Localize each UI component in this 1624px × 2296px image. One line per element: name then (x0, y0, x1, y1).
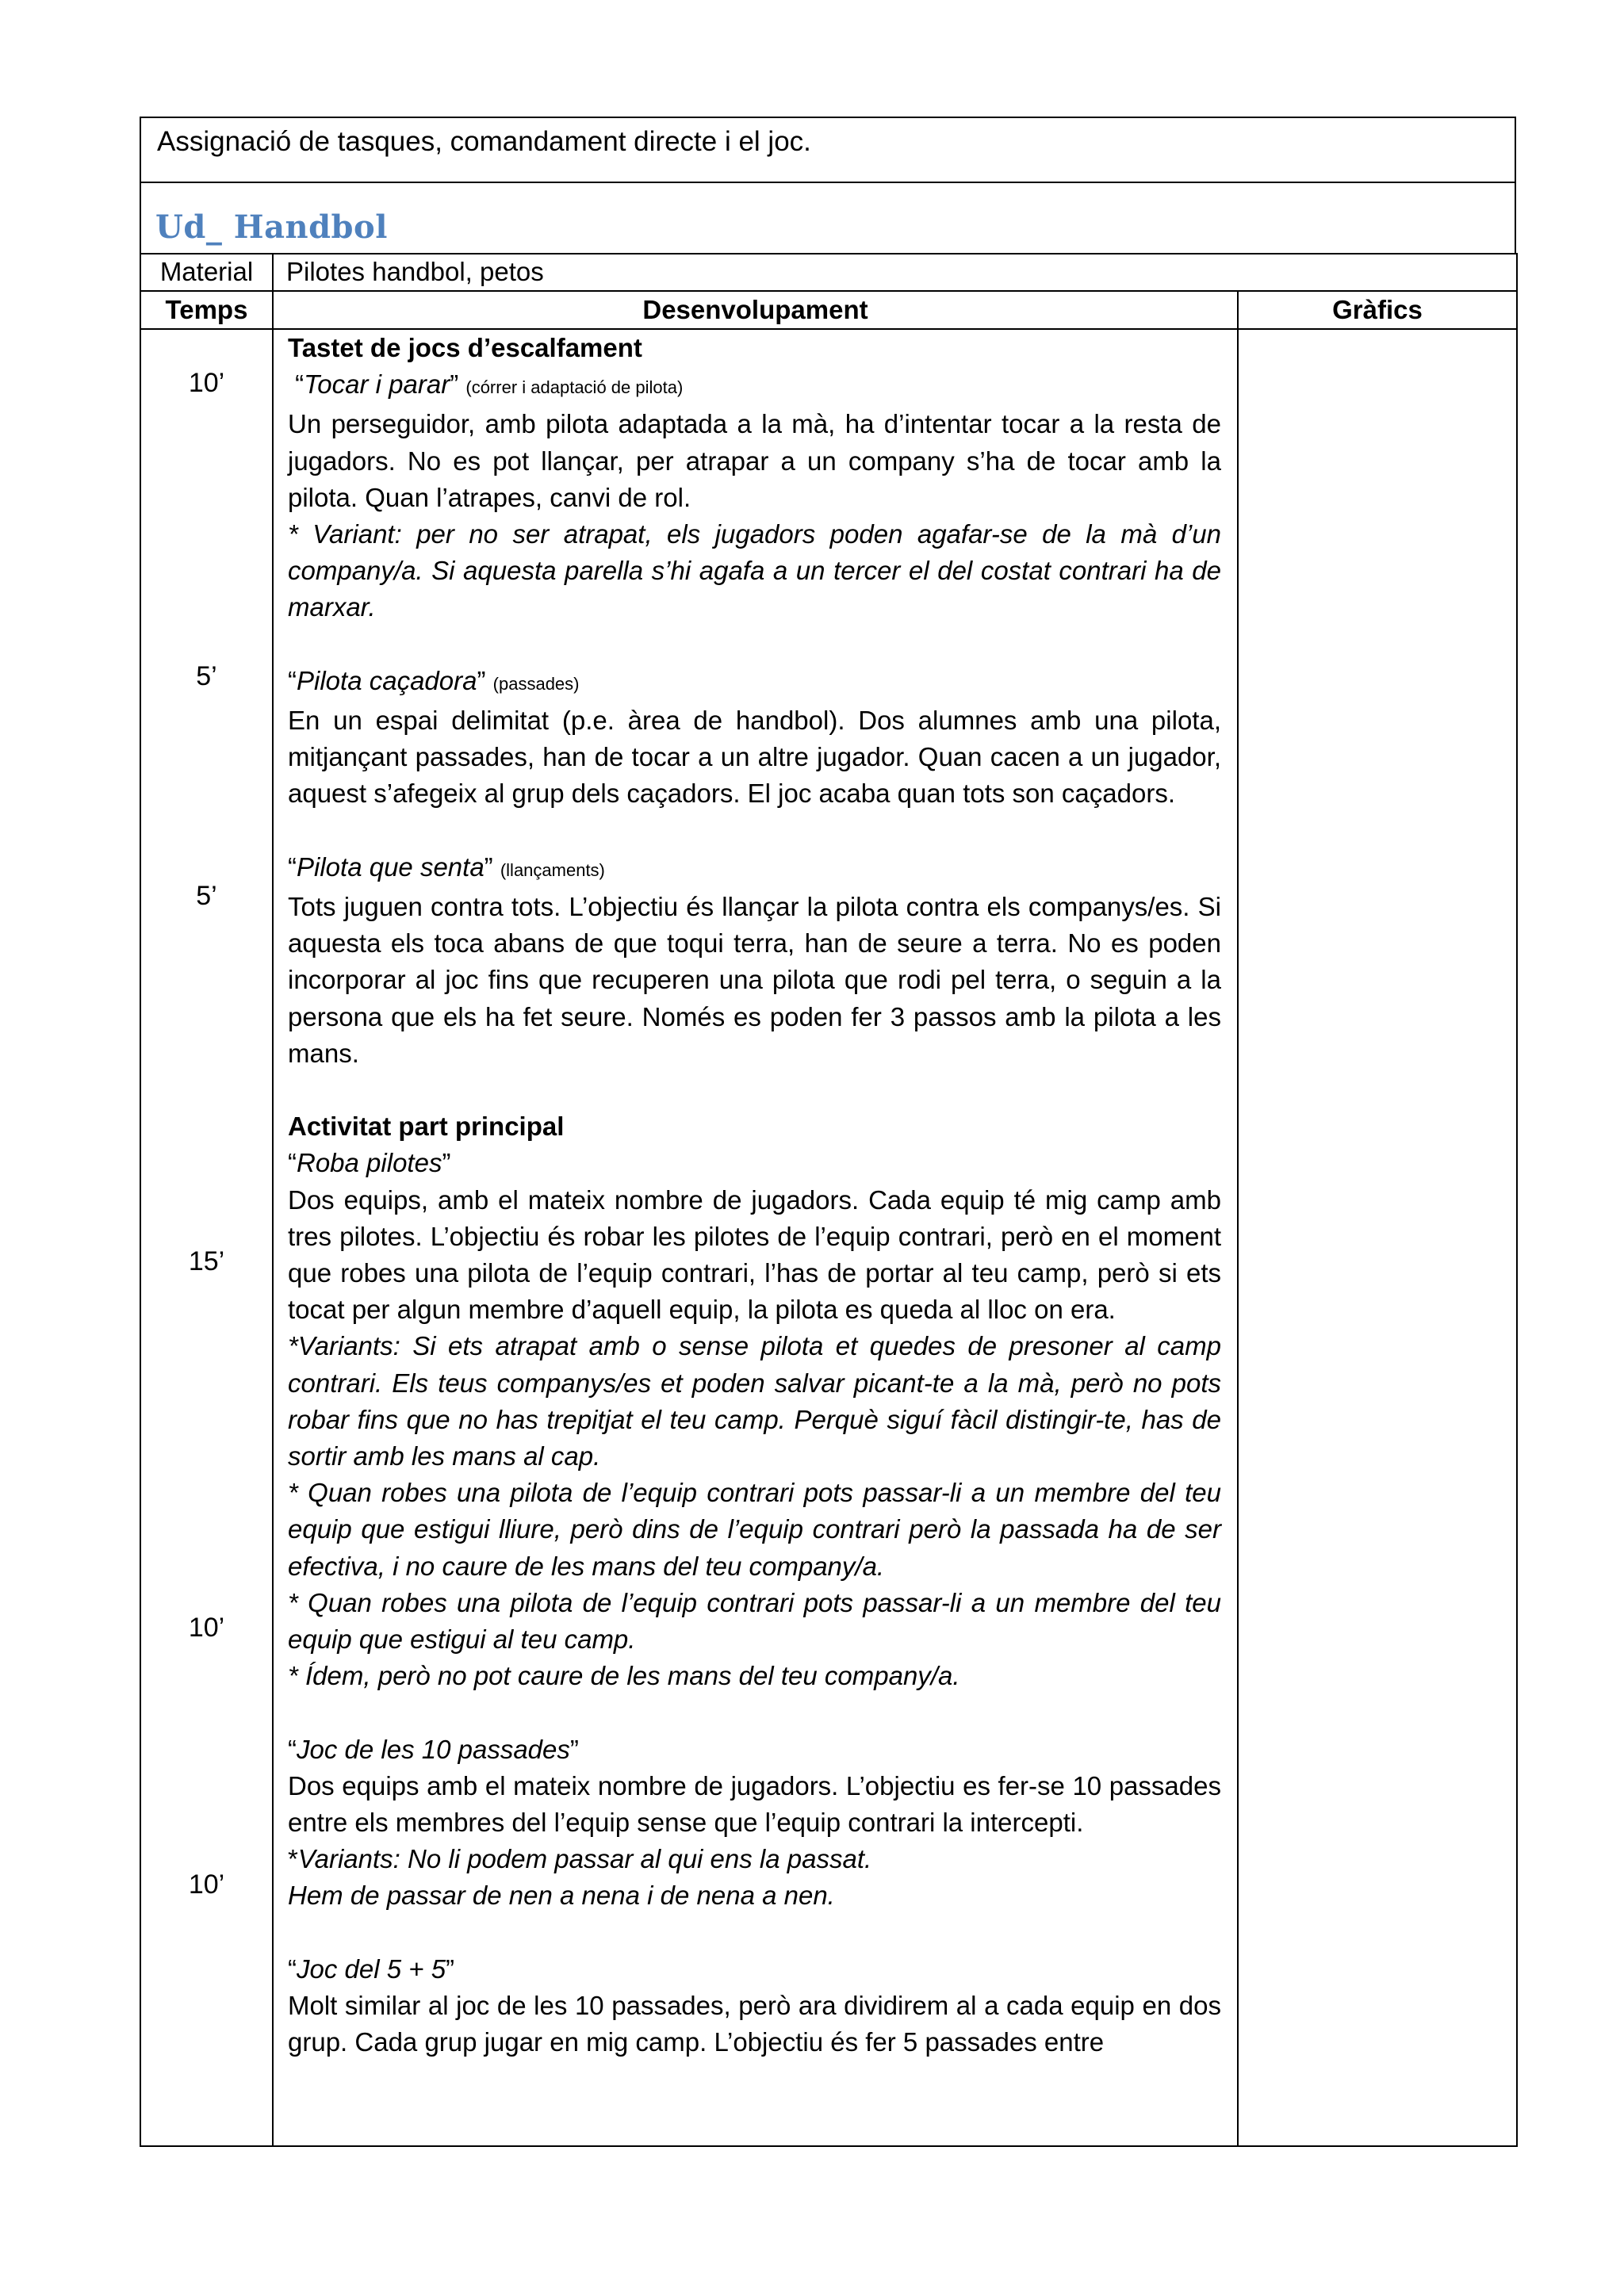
assignment-text: Assignació de tasques, comandament directe i el joc. (157, 126, 811, 157)
activity-title: “Joc del 5 + 5” (288, 1954, 455, 1984)
graphics-column (1238, 329, 1517, 2146)
material-label: Material (140, 254, 273, 291)
activity-description: Un perseguidor, amb pilota adaptada a la mà, ha d’intentar tocar a la resta de jugadors. No es pot llançar, per atrapar a un company s’ha de tocar amb la pilota. Quan l’atrapes, canvi de rol. (288, 409, 1221, 512)
activity-title: “Joc de les 10 passades” (288, 1734, 579, 1764)
activity-description: Tots juguen contra tots. L’objectiu és llançar la pilota contra els companys/es. Si aquesta els toca abans de que toqui terra, han de seure a terra. No es poden incorporar al joc fins que recuperen una pilota que rodi pel terra, o seguin a la persona que els ha fet seure. Només es poden fer 3 passos amb la pilota a les mans. (288, 892, 1221, 1068)
col-header-time: Temps (140, 291, 273, 329)
development-column (273, 329, 1238, 2146)
activity-variant: *Variants: No li podem passar al qui ens la passat. (288, 1844, 872, 1874)
activity-variant: * Ídem, però no pot caure de les mans del teu company/a. (288, 1661, 960, 1691)
time-value: 10’ (188, 1613, 225, 1643)
activity-title: “Pilota que senta” (llançaments) (288, 851, 605, 882)
time-column (140, 329, 273, 2146)
activity-title: “Roba pilotes” (288, 1148, 451, 1178)
main-heading: Activitat part principal (288, 1112, 565, 1142)
time-value: 15’ (188, 1246, 225, 1276)
activity-title: “Pilota caçadora” (passades) (288, 665, 580, 695)
activity-description: Dos equips amb el mateix nombre de jugadors. L’objectiu es fer-se 10 passades entre els membres del l’equip sense que l’equip contrari la intercepti. (288, 1770, 1221, 1838)
activity-description: Molt similar al joc de les 10 passades, però ara dividirem al a cada equip en dos grup. Cada grup jugar en mig camp. L’objectiu és fer 5 passades entre (288, 1991, 1221, 2057)
activity-variant: * Quan robes una pilota de l’equip contrari pots passar-li a un membre del teu equip que estigui al teu camp. (288, 1587, 1221, 1655)
activity-variant: * Variant: per no ser atrapat, els jugadors poden agafar-se de la mà d’un company/a. Si aquesta parella s’hi agafa a un tercer el del costat contrari ha de marxar. (288, 519, 1221, 622)
unit-title: Ud_ Handbol (155, 209, 388, 246)
time-value: 5’ (196, 881, 217, 911)
activity-title: “Tocar i parar” (córrer i adaptació de pilota) (295, 369, 684, 400)
time-value: 10’ (188, 368, 225, 398)
time-value: 5’ (196, 661, 217, 691)
unit-title-box (140, 182, 1516, 254)
assignment-box (140, 117, 1516, 183)
col-header-development: Desenvolupament (273, 291, 1238, 329)
activity-description: En un espai delimitat (p.e. àrea de handbol). Dos alumnes amb una pilota, mitjançant passades, han de tocar a un altre jugador. Quan cacen a un jugador, aquest s’afegeix al grup dels caçadors. El joc acaba quan tots son caçadors. (288, 706, 1221, 809)
warmup-heading: Tastet de jocs d’escalfament (288, 333, 642, 362)
development-text (288, 330, 1221, 2061)
session-table (140, 253, 1518, 2147)
time-value: 10’ (188, 1869, 225, 1900)
col-header-graphics: Gràfics (1238, 291, 1517, 329)
activities-row (140, 329, 1517, 2146)
column-header-row (140, 291, 1517, 329)
material-value: Pilotes handbol, petos (273, 254, 1517, 291)
activity-variant: *Variants: Si ets atrapat amb o sense pilota et quedes de presoner al camp contrari. Els teus companys/es et poden salvar picant-te a la mà, però no pots robar fins que no has trepitjat el teu camp. Perquè siguí fàcil distingir-te, has de sortir amb les mans al cap. (288, 1331, 1221, 1471)
activity-variant: * Quan robes una pilota de l’equip contrari pots passar-li a un membre del teu equip que estigui lliure, però dins de l’equip contrari però la passada ha de ser efectiva, i no caure de les mans del teu company/a. (288, 1478, 1221, 1581)
activity-description: Dos equips, amb el mateix nombre de jugadors. Cada equip té mig camp amb tres pilotes. L’objectiu és robar les pilotes de l’equip contrari, però en el moment que robes una pilota de l’equip contrari, l’has de portar al teu camp, però si ets tocat per algun membre d’aquell equip, la pilota es queda al lloc on era. (288, 1184, 1221, 1325)
activity-variant: Hem de passar de nen a nena i de nena a nen. (288, 1881, 835, 1911)
material-row (140, 254, 1517, 291)
